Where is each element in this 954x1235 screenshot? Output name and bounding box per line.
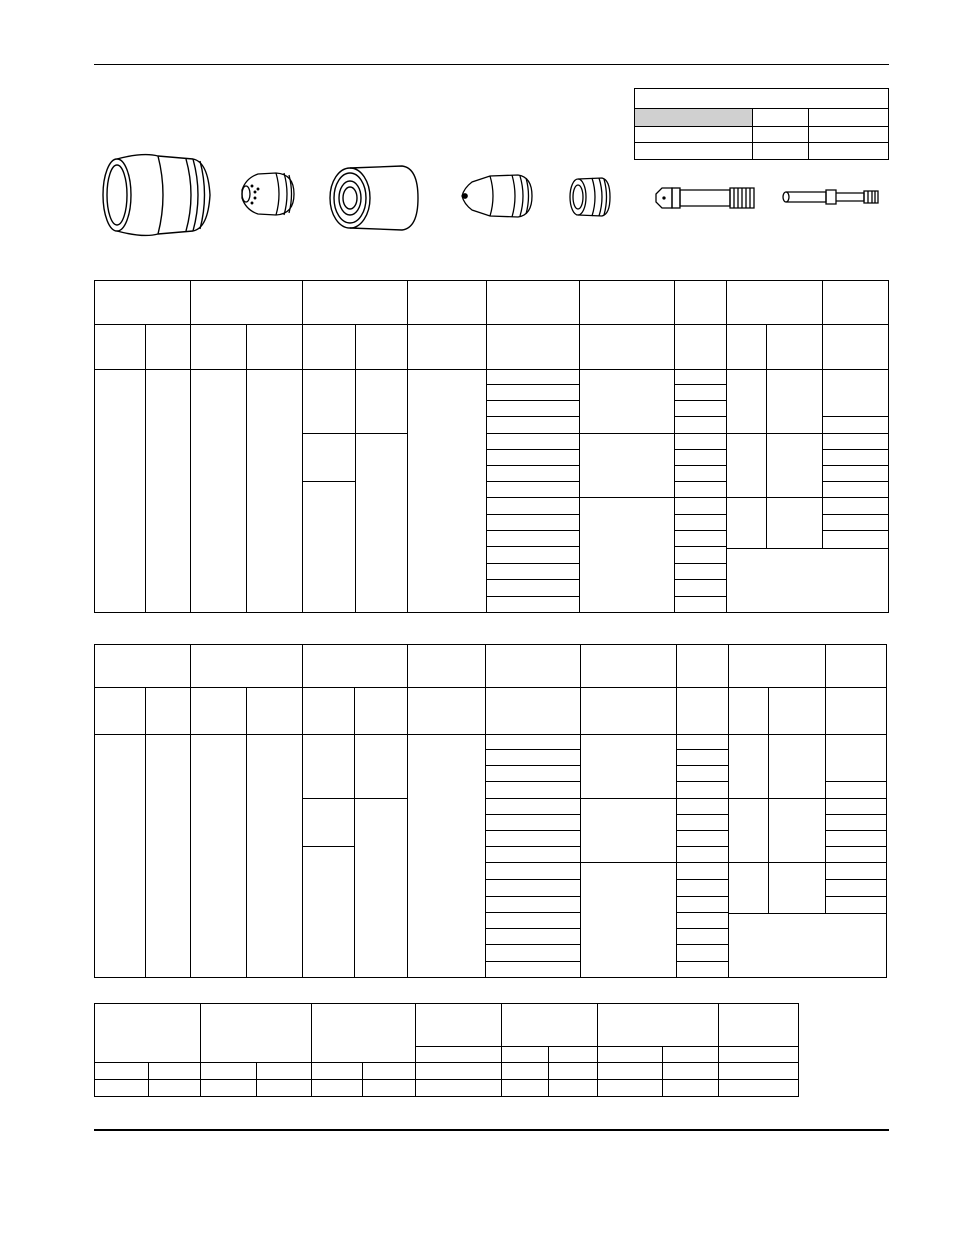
cut-chart-2-grid	[94, 644, 887, 978]
cut-chart-1-grid	[94, 280, 889, 613]
bevel-table-grid	[94, 1003, 799, 1097]
legend-table	[634, 89, 889, 161]
